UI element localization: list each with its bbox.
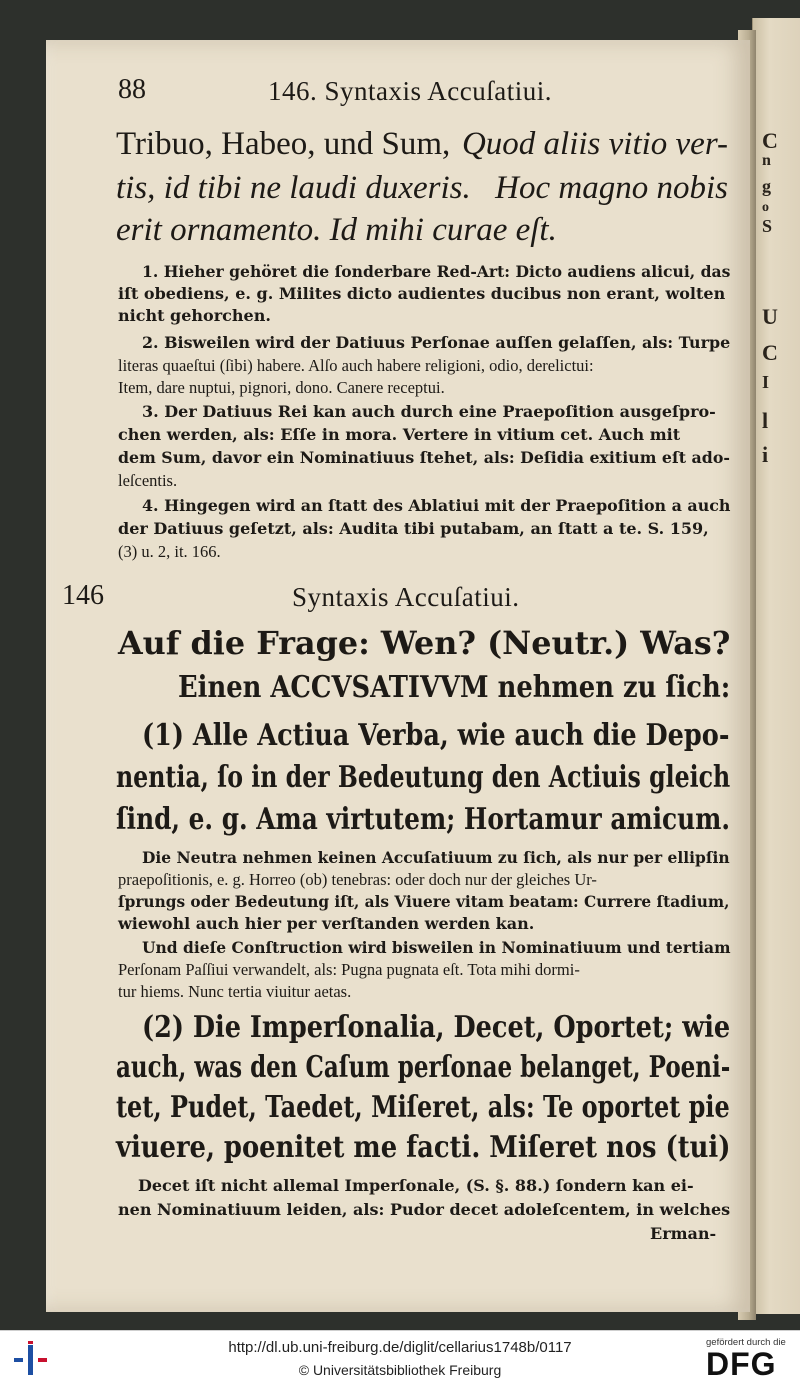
note-line: dem Sum, davor ein Nominatiuus ſtehet, als: Deſidia exitium eſt ado- [118,448,730,467]
note-line: wiewohl auch hier per verſtanden werden kan. [118,914,535,933]
rule-line: viuere, poenitet me facti. Miſeret nos (tui) [116,1130,731,1165]
next-page-glyph: C [762,128,778,153]
text-line: tis, id tibi ne laudi duxeris. Hoc magno nobis [116,170,728,206]
next-page-glyph: U [762,304,778,329]
dfg-logo: DFG [706,1346,777,1382]
rule-line: (2) Die Imperſonalia, Decet, Oportet; wie [142,1010,731,1045]
note-line: nen Nominatiuum leiden, als: Pudor decet adoleſcentem, in welches [118,1200,731,1219]
rule-line: (1) Alle Actiua Verba, wie auch die Depo- [142,718,730,753]
next-page-edge [752,18,800,1314]
running-head: 146. Syntaxis Accuſatiui. [268,76,552,106]
note-line: ſprungs oder Bedeutung iſt, als Viuere vitam beatam: Currere ſtadium, [118,892,730,911]
note-line: (3) u. 2, it. 166. [118,542,221,561]
next-page-glyph: i [762,442,769,467]
footer-bar [0,1330,800,1386]
section-subtitle: Einen ACCVSATIVVM nehmen zu ſich: [178,670,731,705]
rule-line: nentia, ſo in der Bedeutung den Actiuis gleich [116,760,731,795]
note-line: iſt obediens, e. g. Milites dicto audientes ducibus non erant, wolten [118,284,726,303]
next-page-glyph: I [762,372,770,392]
note-line: chen werden, als: Eſſe in mora. Vertere in vitium cet. Auch mit [118,425,681,444]
page-number: 88 [118,74,146,105]
text-line: erit ornamento. Id mihi curae eſt. [116,212,557,248]
note-line: Decet iſt nicht allemal Imperſonale, (S. §. 88.) ſondern kan ei- [138,1176,694,1195]
note-line: leſcentis. [118,471,178,490]
note-line: nicht gehorchen. [118,306,271,325]
next-page-glyph: l [762,408,769,433]
section-title: Auf die Frage: Wen? (Neutr.) Was? [118,624,731,662]
section-number: 146 [62,580,104,611]
note-line: Perſonam Paſſiui verwandelt, als: Pugna pugnata eſt. Tota mihi dormi- [118,960,580,979]
note-line: tur hiems. Nunc tertia viuitur aetas. [118,982,352,1001]
note-line: 3. Der Datiuus Rei kan auch durch eine Praepoſition ausgeſpro- [142,402,716,421]
book-page [46,40,750,1312]
rule-line: auch, was den Caſum perſonae belanget, Poeni- [116,1050,731,1085]
permalink-url[interactable]: http://dl.ub.uni-freiburg.de/diglit/cellarius1748b/0117 [228,1339,572,1356]
next-page-glyph: C [762,340,778,365]
note-line: Und dieſe Conſtruction wird bisweilen in Nominatiuum und tertiam [142,938,731,957]
next-page-glyph: S [762,216,773,236]
copyright-notice: © Universitätsbibliothek Freiburg [298,1362,502,1378]
next-page-glyph: n [762,152,771,169]
note-line: 4. Hingegen wird an ſtatt des Ablatiui mit der Praepoſition a auch [142,496,731,515]
next-page-glyph: g [762,176,771,196]
note-line: Item, dare nuptui, pignori, dono. Canere receptui. [118,378,445,397]
note-line: der Datiuus geſetzt, als: Audita tibi putabam, an ſtatt a te. S. 159, [118,519,709,538]
note-line: Die Neutra nehmen keinen Accuſatiuum zu ſich, als nur per ellipſin [142,848,730,867]
note-line: literas quaeſtui (ſibi) habere. Alſo auch habere religioni, odio, derelictui: [118,356,594,375]
funding-note: gefördert durch die [706,1337,786,1348]
note-line: 2. Bisweilen wird der Datiuus Perſonae auſſen gelaſſen, als: Turpe [142,333,731,352]
text-line: Tribuo, Habeo, und Sum, Quod aliis vitio ver- [116,126,728,162]
rule-line: ſind, e. g. Ama virtutem; Hortamur amicum. [116,802,731,837]
catchword: Erman- [650,1224,717,1243]
note-line: 1. Hieher gehöret die ſonderbare Red-Art: Dicto audiens alicui, das [142,262,731,281]
note-line: praepoſitionis, e. g. Horreo (ob) tenebras: oder doch nur der gleiches Ur- [118,870,597,889]
next-page-glyph: o [762,200,769,215]
rule-line: tet, Pudet, Taedet, Miſeret, als: Te oportet pie [116,1090,730,1125]
section-heading: Syntaxis Accuſatiui. [292,582,520,612]
